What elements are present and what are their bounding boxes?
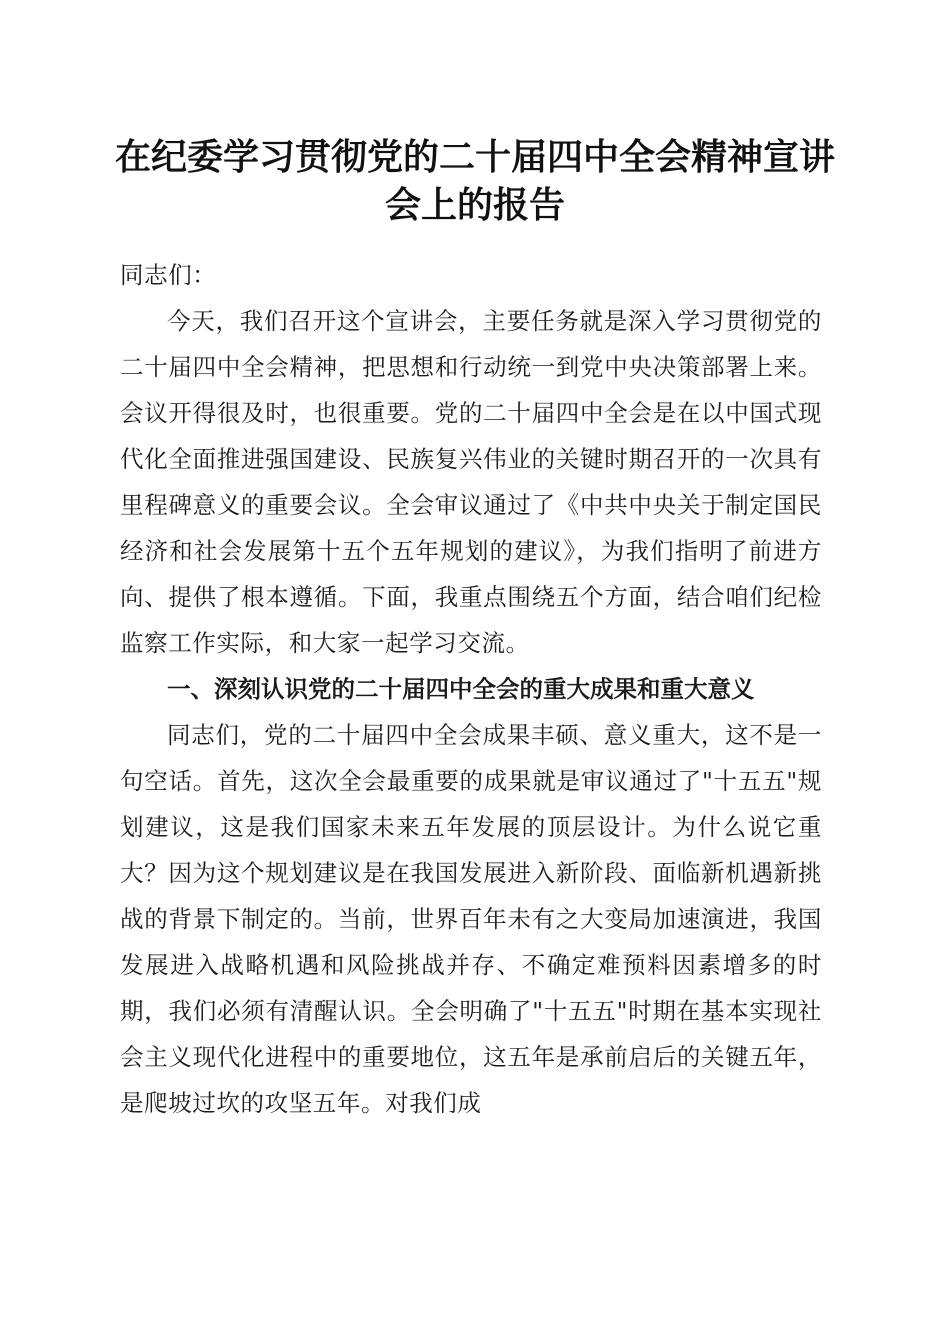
- salutation: 同志们：: [120, 261, 217, 289]
- paragraph-intro: 今天，我们召开这个宣讲会，主要任务就是深入学习贯彻党的二十届四中全会精神，把思想和行动统一到党中央决策部署上来。会议开得很及时，也很重要。党的二十届四中全会是在以中国式现代化全面推进强国建设、民族复兴伟业的关键时期召开的一次具有里程碑意义的重要会议。全会审议通过了《中共中央关于制定国民经济和社会发展第十五个五年规划的建议》，为我们指明了前进方向、提供了根本遵循。下面，我重点围绕五个方面，结合咱们纪检监察工作实际，和大家一起学习交流。: [120, 307, 822, 657]
- paragraph-section-1: 同志们，党的二十届四中全会成果丰硕、意义重大，这不是一句空话。首先，这次全会最重要的成果就是审议通过了"十五五"规划建议，这是我们国家未来五年发展的顶层设计。为什么说它重大？因为这个规划建议是在我国发展进入新阶段、面临新机遇新挑战的背景下制定的。当前，世界百年未有之大变局加速演进，我国发展进入战略机遇和风险挑战并存、不确定难预料因素增多的时期，我们必须有清醒认识。全会明确了"十五五"时期在基本实现社会主义现代化进程中的重要地位，这五年是承前启后的关键五年，是爬坡过坎的攻坚五年。对我们成: [120, 721, 822, 1117]
- section-heading-1: 一、深刻认识党的二十届四中全会的重大成果和重大意义: [167, 675, 755, 703]
- document-body: [120, 252, 822, 1126]
- document-title: 在纪委学习贯彻党的二十届四中全会精神宣讲会上的报告: [114, 136, 835, 226]
